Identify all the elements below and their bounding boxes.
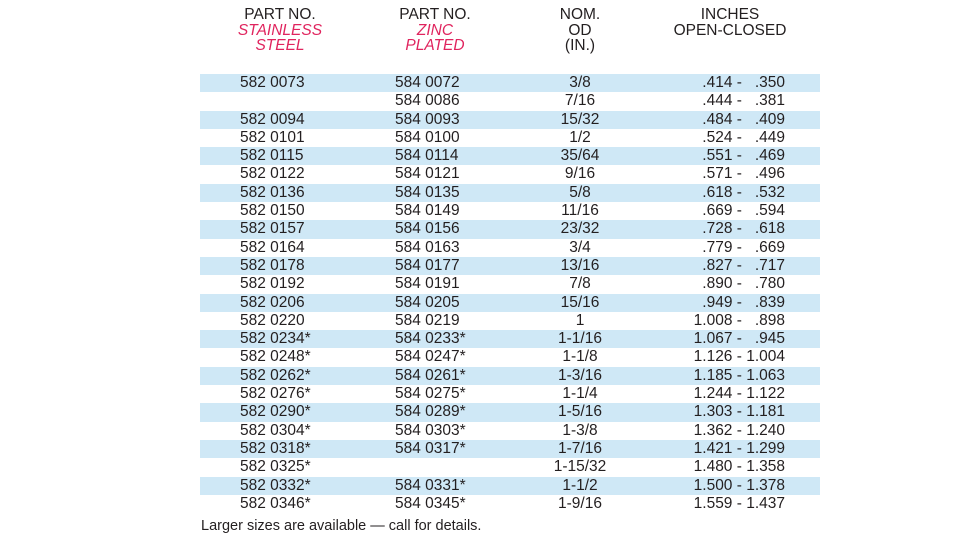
table-row [200, 422, 820, 440]
header-part-stainless-title: PART NO. [244, 6, 316, 23]
table-row [200, 184, 820, 202]
part-zinc-cell: 584 0345* [395, 494, 466, 512]
part-zinc-cell: 584 0261* [395, 366, 466, 384]
table-row [200, 239, 820, 257]
nominal-od-cell: 1-5/16 [558, 403, 602, 421]
inches-range-cell: .779 - .669 [702, 238, 785, 256]
nominal-od-cell: 1-1/16 [558, 330, 602, 348]
inches-range-cell: .524 - .449 [702, 128, 785, 146]
table-row [200, 129, 820, 147]
nominal-od-cell: 1-9/16 [558, 494, 602, 512]
parts-table [200, 74, 820, 513]
table-row [200, 440, 820, 458]
part-stainless-cell: 582 0276* [240, 385, 311, 403]
inches-range-cell: .618 - .532 [702, 183, 785, 201]
part-stainless-cell: 582 0094 [240, 110, 305, 128]
nominal-od-cell: 3/4 [569, 238, 591, 256]
part-zinc-cell: 584 0275* [395, 385, 466, 403]
table-row [200, 257, 820, 275]
nominal-od-cell: 1-1/4 [562, 385, 598, 403]
part-zinc-cell: 584 0072 [395, 74, 460, 91]
part-stainless-cell: 582 0178 [240, 256, 305, 274]
part-stainless-cell: 582 0164 [240, 238, 305, 256]
part-zinc-cell: 584 0121 [395, 165, 460, 183]
table-row [200, 385, 820, 403]
nominal-od-cell: 15/32 [560, 110, 600, 128]
part-zinc-cell: 584 0100 [395, 128, 460, 146]
table-row [200, 294, 820, 312]
part-zinc-cell: 584 0149 [395, 202, 460, 220]
part-stainless-cell: 582 0248* [240, 348, 311, 366]
part-stainless-cell: 582 0073 [240, 74, 305, 91]
table-row [200, 220, 820, 238]
inches-range-cell: .444 - .381 [702, 92, 785, 110]
inches-range-cell: 1.185 - 1.063 [693, 366, 785, 384]
header-part-zinc [375, 7, 495, 54]
part-stainless-cell: 582 0346* [240, 494, 311, 512]
inches-range-cell: .827 - .717 [702, 256, 785, 274]
part-stainless-cell: 582 0192 [240, 275, 305, 293]
table-row [200, 495, 820, 513]
header-in-label: (IN.) [564, 37, 596, 54]
header-inches-range [650, 7, 810, 38]
table-row [200, 92, 820, 110]
table-row [200, 202, 820, 220]
part-zinc-cell: 584 0205 [395, 293, 460, 311]
nominal-od-cell: 9/16 [564, 165, 596, 183]
nominal-od-cell: 1-1/8 [562, 348, 598, 366]
inches-range-cell: 1.303 - 1.181 [693, 403, 785, 421]
part-zinc-cell: 584 0289* [395, 403, 466, 421]
table-row [200, 312, 820, 330]
nominal-od-cell: 35/64 [560, 147, 600, 165]
part-zinc-cell: 584 0093 [395, 110, 460, 128]
header-nom-label: NOM. [559, 6, 601, 23]
table-row [200, 477, 820, 495]
inches-range-cell: .728 - .618 [702, 220, 785, 238]
header-open-closed-label: OPEN-CLOSED [673, 21, 787, 39]
nominal-od-cell: 13/16 [560, 256, 600, 274]
nominal-od-cell: 1-3/8 [562, 421, 598, 439]
header-od-label: OD [568, 21, 592, 39]
part-stainless-cell: 582 0325* [240, 458, 311, 476]
table-row [200, 165, 820, 183]
part-stainless-cell: 582 0150 [240, 202, 305, 220]
part-stainless-cell: 582 0318* [240, 439, 311, 457]
table-row [200, 458, 820, 476]
nominal-od-cell: 1-7/16 [558, 439, 602, 457]
part-stainless-cell: 582 0157 [240, 220, 305, 238]
part-zinc-cell: 584 0233* [395, 330, 466, 348]
header-plated-label: PLATED [405, 37, 465, 54]
nominal-od-cell: 15/16 [560, 293, 600, 311]
part-zinc-cell: 584 0191 [395, 275, 460, 293]
part-zinc-cell: 584 0135 [395, 183, 460, 201]
part-stainless-cell: 582 0122 [240, 165, 305, 183]
part-stainless-cell: 582 0304* [240, 421, 311, 439]
part-stainless-cell: 582 0115 [240, 147, 304, 165]
inches-range-cell: 1.421 - 1.299 [693, 439, 785, 457]
nominal-od-cell: 5/8 [569, 183, 591, 201]
part-stainless-cell: 582 0262* [240, 366, 311, 384]
inches-range-cell: 1.008 - .898 [693, 311, 785, 329]
nominal-od-cell: 7/16 [564, 92, 596, 110]
part-zinc-cell: 584 0177 [395, 256, 460, 274]
part-zinc-cell: 584 0331* [395, 476, 466, 494]
inches-range-cell: .669 - .594 [702, 202, 785, 220]
part-zinc-cell: 584 0086 [395, 92, 460, 110]
nominal-od-cell: 3/8 [569, 74, 591, 91]
table-row [200, 403, 820, 421]
table-row [200, 367, 820, 385]
part-stainless-cell: 582 0136 [240, 183, 305, 201]
footnote: Larger sizes are available — call for details. [201, 518, 482, 534]
inches-range-cell: 1.559 - 1.437 [693, 494, 785, 512]
part-zinc-cell: 584 0303* [395, 421, 466, 439]
nominal-od-cell: 1/2 [569, 128, 591, 146]
nominal-od-cell: 1-15/32 [553, 458, 607, 476]
part-stainless-cell: 582 0220 [240, 311, 305, 329]
header-steel-label: STEEL [255, 37, 305, 54]
inches-range-cell: 1.126 - 1.004 [693, 348, 785, 366]
part-zinc-cell: 584 0156 [395, 220, 460, 238]
nominal-od-cell: 7/8 [569, 275, 591, 293]
header-inches-label: INCHES [700, 6, 760, 23]
part-zinc-cell: 584 0247* [395, 348, 466, 366]
inches-range-cell: 1.067 - .945 [693, 330, 785, 348]
table-row [200, 275, 820, 293]
nominal-od-cell: 1-1/2 [562, 476, 598, 494]
part-stainless-cell: 582 0206 [240, 293, 305, 311]
header-zinc-label: ZINC [416, 21, 454, 39]
table-row [200, 147, 820, 165]
part-zinc-cell: 584 0317* [395, 439, 466, 457]
part-zinc-cell: 584 0163 [395, 238, 460, 256]
inches-range-cell: 1.362 - 1.240 [693, 421, 785, 439]
inches-range-cell: 1.480 - 1.358 [693, 458, 785, 476]
nominal-od-cell: 11/16 [561, 202, 599, 220]
table-row [200, 74, 820, 92]
part-stainless-cell: 582 0101 [240, 128, 305, 146]
part-stainless-cell: 582 0234* [240, 330, 311, 348]
header-stainless-label: STAINLESS [237, 21, 323, 39]
part-zinc-cell: 584 0114 [395, 147, 459, 165]
nominal-od-cell: 1 [575, 311, 585, 329]
inches-range-cell: .571 - .496 [702, 165, 785, 183]
table-row [200, 330, 820, 348]
header-nominal-od [520, 7, 640, 54]
inches-range-cell: .414 - .350 [702, 74, 785, 91]
inches-range-cell: .890 - .780 [702, 275, 785, 293]
part-zinc-cell: 584 0219 [395, 311, 460, 329]
inches-range-cell: .949 - .839 [702, 293, 785, 311]
nominal-od-cell: 1-3/16 [558, 366, 602, 384]
inches-range-cell: .484 - .409 [702, 110, 785, 128]
part-stainless-cell: 582 0290* [240, 403, 311, 421]
inches-range-cell: 1.244 - 1.122 [693, 385, 785, 403]
inches-range-cell: 1.500 - 1.378 [693, 476, 785, 494]
table-row [200, 348, 820, 366]
nominal-od-cell: 23/32 [560, 220, 600, 238]
table-row [200, 111, 820, 129]
header-part-stainless [220, 7, 340, 54]
inches-range-cell: .551 - .469 [702, 147, 785, 165]
part-stainless-cell: 582 0332* [240, 476, 311, 494]
header-part-zinc-title: PART NO. [399, 6, 471, 23]
